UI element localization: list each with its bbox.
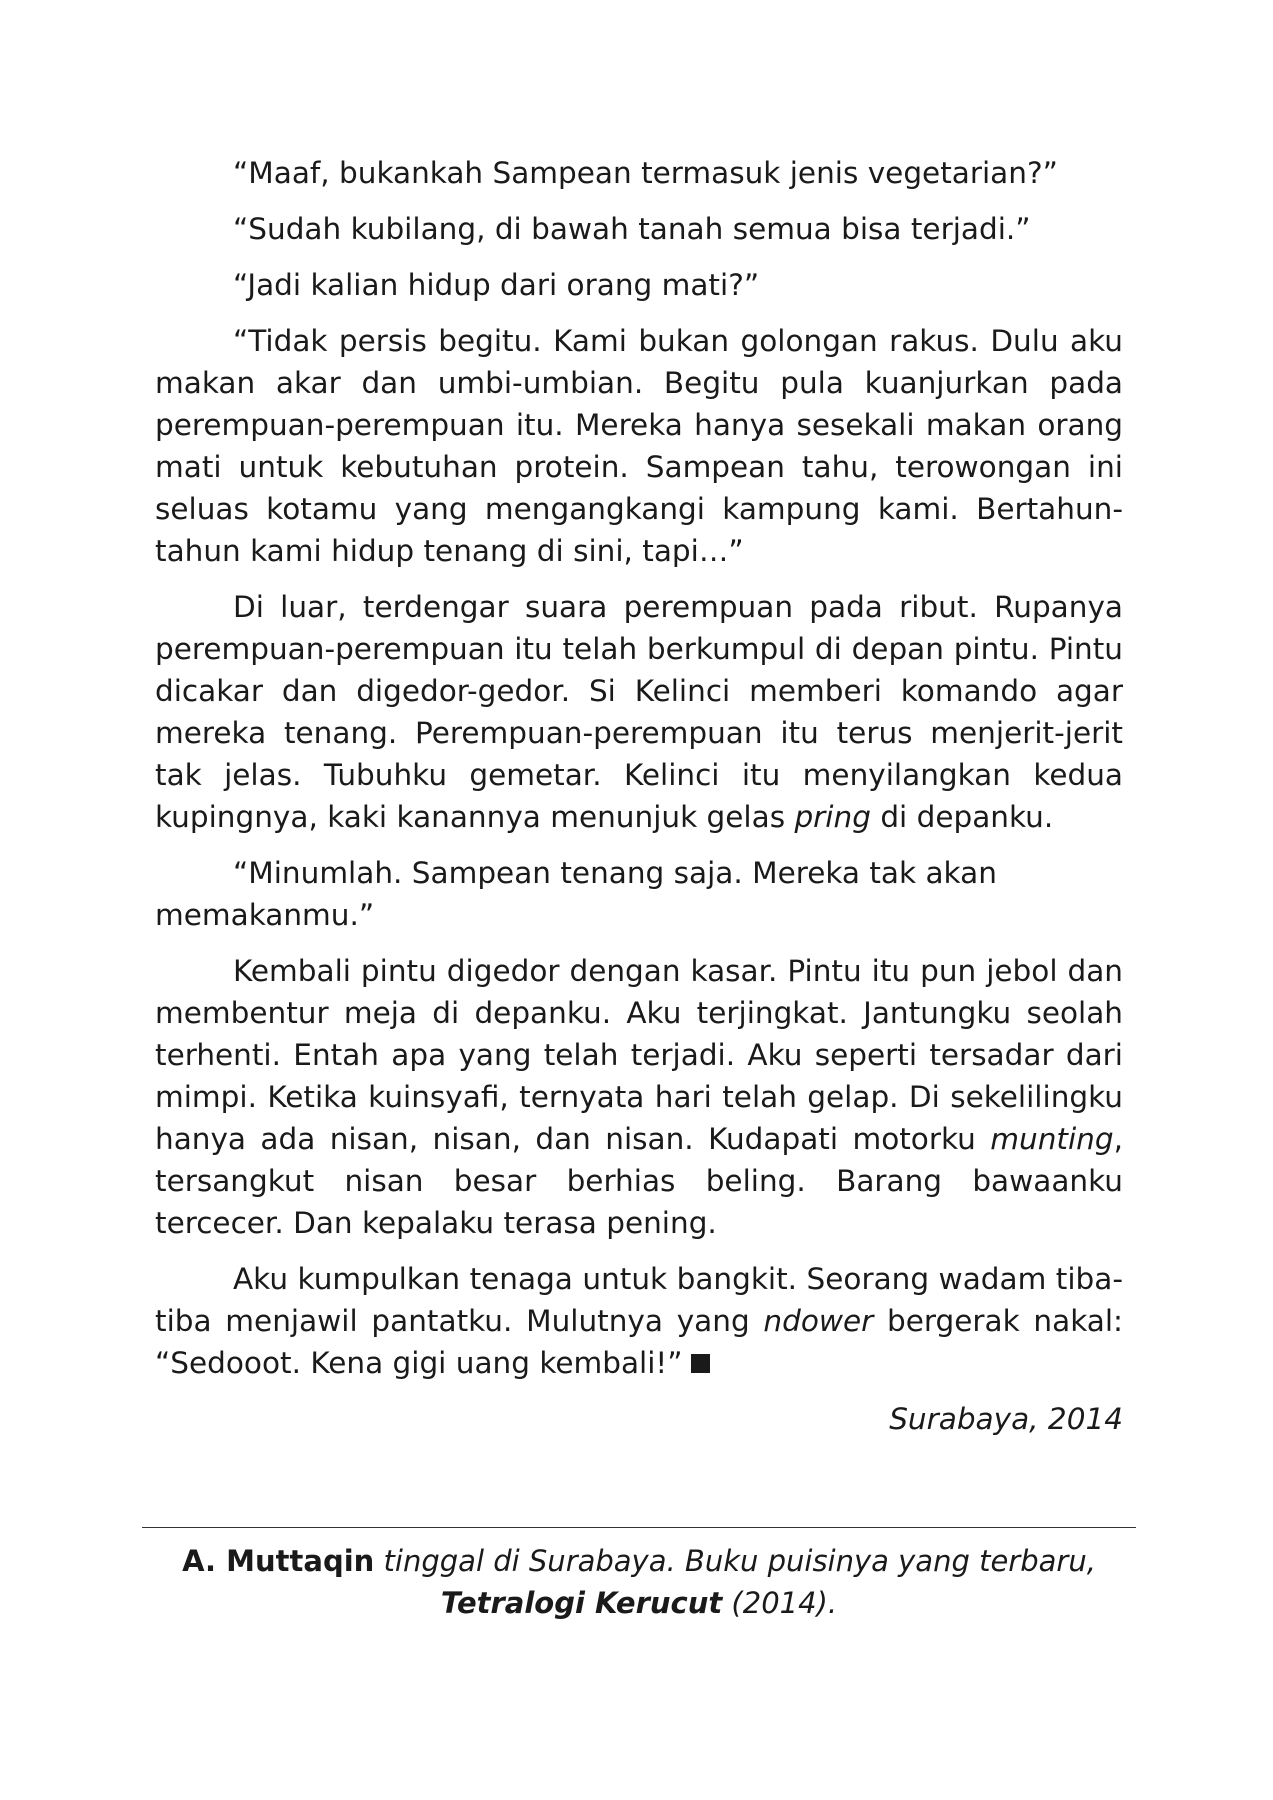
paragraph-text: “Sudah kubilang, di bawah tanah semua bisa terjadi.”	[233, 212, 1031, 246]
paragraph-text: “Minumlah. Sampean tenang saja. Mereka tak akan memakanmu.”	[155, 856, 997, 932]
paragraph-text: di depanku.	[870, 800, 1054, 834]
italic-term: ndower	[763, 1304, 874, 1338]
italic-term: munting	[990, 1122, 1114, 1156]
book-year: (2014).	[722, 1586, 838, 1620]
paragraph	[155, 950, 1123, 1244]
end-of-story-mark	[691, 1354, 710, 1373]
author-name: A. Muttaqin	[182, 1544, 375, 1578]
book-title: Tetralogi Kerucut	[440, 1586, 723, 1620]
paragraph-text: bergerak nakal: “Sedooot. Kena gigi uang kembali!”	[155, 1304, 1123, 1380]
place-date: Surabaya, 2014	[889, 1402, 1123, 1436]
paragraph-text: Kembali pintu digedor dengan kasar. Pintu itu pun jebol dan membentur meja di depanku. Aku terjingkat. Jantungku seolah terhenti. Entah apa yang telah terjadi. Aku seperti tersadar dari mimpi. Ketika kuinsyafi, ternyata hari telah gelap. Di sekelilingku hanya ada nisan, nisan, dan nisan. Kudapati motorku	[155, 954, 1123, 1156]
story-body	[155, 152, 1123, 1440]
bio-line-1	[142, 1540, 1136, 1582]
paragraph-text: “Maaf, bukankah Sampean termasuk jenis vegetarian?”	[233, 156, 1058, 190]
paragraph-text: “Tidak persis begitu. Kami bukan golongan rakus. Dulu aku makan akar dan umbi-umbian. Begitu pula kuanjurkan pada perempuan-perempuan itu. Mereka hanya sesekali makan orang mati untuk kebutuhan protein. Sampean tahu, terowongan ini seluas kotamu yang mengangkangi kampung kami. Bertahun-tahun kami hidup tenang di sini, tapi…”	[155, 324, 1123, 568]
italic-term: pring	[794, 800, 871, 834]
paragraph	[155, 586, 1123, 838]
bio-line-2	[142, 1582, 1136, 1624]
paragraph-text: , tersangkut nisan besar berhias beling. Barang bawaanku tercecer. Dan kepalaku terasa pening.	[155, 1122, 1123, 1240]
footnote-divider	[142, 1527, 1136, 1528]
paragraph	[155, 264, 1123, 306]
paragraph	[155, 320, 1123, 572]
paragraph-text: Di luar, terdengar suara perempuan pada ribut. Rupanya perempuan-perempuan itu telah berkumpul di depan pintu. Pintu dicakar dan digedor-gedor. Si Kelinci memberi komando agar mereka tenang. Perempuan-perempuan itu terus menjerit-jerit tak jelas. Tubuhku gemetar. Kelinci itu menyilangkan kedua kupingnya, kaki kanannya menunjuk gelas	[155, 590, 1123, 834]
paragraph-list	[155, 152, 1123, 1384]
paragraph	[155, 1258, 1123, 1384]
author-bio	[142, 1540, 1136, 1624]
bio-text: tinggal di Surabaya. Buku puisinya yang terbaru,	[374, 1544, 1096, 1578]
paragraph-text: “Jadi kalian hidup dari orang mati?”	[233, 268, 760, 302]
paragraph	[155, 208, 1123, 250]
paragraph-text: Aku kumpulkan tenaga untuk bangkit. Seorang wadam tiba-tiba menjawil pantatku. Mulutnya yang	[155, 1262, 1123, 1338]
paragraph	[155, 152, 1123, 194]
paragraph	[155, 852, 1123, 936]
